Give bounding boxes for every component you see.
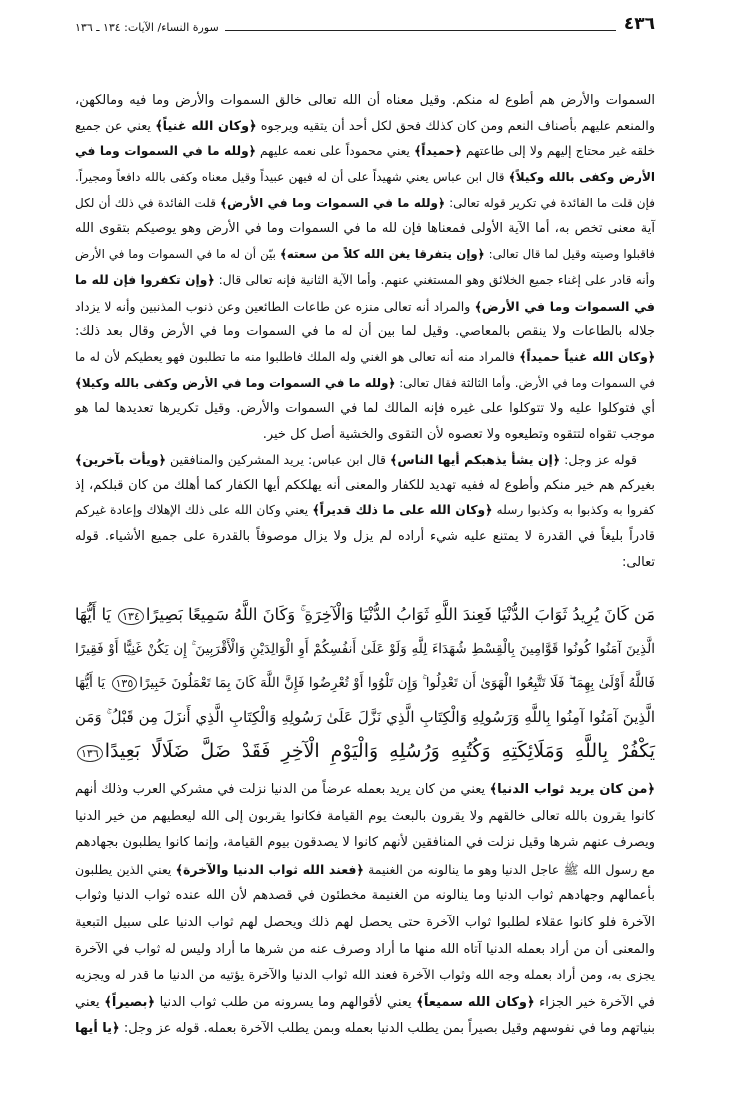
text-segment: يَكْفُرْ بِاللَّهِ وَمَلَائِكَتِهِ وَكُتُبِهِ وَرُسُلِهِ وَالْيَوْمِ الْآخِرِ فَقَدْ ضَلَّ ضَلَالًا بَعِيدًا (104, 740, 655, 762)
text-segment: قادراً بليغاً في القدرة لا يمتنع عليه شيء أراده لم يزل ولا يزال موصوفاً بالقدرة على جميع الأشياء. قوله (75, 529, 655, 545)
verse-line (75, 632, 655, 666)
text-line (75, 498, 655, 524)
text-line (75, 88, 655, 114)
commentary-paragraph-1 (75, 88, 655, 448)
text-segment: فالمراد منه أنه تعالى هو الغني وله الملك فاطلبوا منه ما تطلبون فهو يعطيكم لأن له ما (75, 349, 520, 364)
quoted-verse: ﴿وإن تكفروا فإن لله ما (75, 272, 215, 287)
text-line (75, 1016, 655, 1043)
text-segment: كانوا يقرون بالله تعالى خالقهم ولا يقرون بالبعث يوم القيامة فكانوا يقربون إلى الله ليعطيهم من خير الدنيا (75, 808, 655, 824)
quoted-verse: ﴿فعند الله ثواب الدنيا والآخرة﴾ (175, 861, 364, 877)
verse-line (75, 666, 655, 700)
text-line (75, 165, 655, 191)
text-segment: في السموات وما في الأرض. وأما الثالثة فقال تعالى: (395, 375, 655, 390)
running-header (75, 14, 655, 34)
header-rule (225, 30, 616, 31)
ayah-number: ١٣٥ (112, 675, 138, 692)
text-line (75, 242, 655, 268)
text-segment: بغيركم هم خير منكم وأطوع له ففيه تهديد للكفار والمعنى أنه يهلككم أيها الكفار كما أهلك من كان قبلكم، إذ (75, 477, 655, 493)
text-segment: فإن قلت ما الفائدة في تكرير قوله تعالى: (445, 195, 656, 210)
text-segment: جلاله بالطاعات ولا ينقص بالمعاصي. وقيل لما بين أن له ما في السموات وما في الأرض وقال بعد ذلك: (75, 324, 655, 340)
text-line (75, 294, 655, 320)
quoted-verse: ﴿من كان يريد ثواب الدنيا﴾ (489, 782, 656, 797)
quoted-verse: ﴿يا أيها (74, 1021, 120, 1037)
text-segment: الآخرة فلو كانوا عقلاء لطلبوا ثواب الآخرة حتى يحصل لهم ذلك ويحصل لهم ثواب الدنيا على سبيل التبعية (75, 914, 655, 930)
text-segment: قوله عز وجل: (560, 452, 637, 467)
text-segment: بنياتهم وما في نفوسهم وقيل بصيراً بمن يطلب الدنيا بعمله وبمن يطلب الآخرة بعمله. قوله عز وجل: (119, 1021, 655, 1037)
text-segment: أي فتوكلوا عليه ولا تتوكلوا على غيره فإنه المالك لما في السموات والأرض. وقيل تكريرها تعديدها لما هو (75, 401, 655, 417)
text-segment: يعني من كان يريد بعمله عرضاً من الدنيا نزلت في مشركي العرب وذلك أنهم (75, 782, 490, 797)
text-segment: الَّذِينَ آمَنُوا آمِنُوا بِاللَّهِ وَرَسُولِهِ وَالْكِتَابِ الَّذِي نَزَّلَ عَلَىٰ رَسُولِهِ وَالْكِتَابِ الَّذِي أَنزَلَ مِن قَبْلُ ۚ وَمَن (75, 708, 655, 726)
quoted-verse: ﴿ولله ما في السموات وما في الأرض﴾ (220, 195, 446, 210)
text-segment: يعني وكان الله على ذلك الإهلاك وإعادة غيركم (75, 503, 313, 518)
quran-verses (75, 598, 655, 768)
text-line (75, 857, 655, 884)
text-line (75, 524, 655, 550)
text-line (75, 191, 655, 217)
text-segment: يَا أَيُّهَا (75, 675, 110, 691)
text-line (75, 804, 655, 831)
text-segment: يعني محموداً على نعمه عليهم (255, 144, 415, 159)
text-line (75, 139, 655, 165)
text-segment: بأعمالهم وجهادهم ثواب الدنيا وما ينالونه من الغنيمة مخطئون في قصدهم لأن الله عنده ثواب الدنيا وثواب (75, 888, 655, 904)
text-segment: يعني لأقوالهم وما يسرونه من طلب ثواب الدنيا (155, 994, 417, 1010)
text-line (75, 883, 655, 910)
text-segment: الَّذِينَ آمَنُوا كُونُوا قَوَّامِينَ بِالْقِسْطِ شُهَدَاءَ لِلَّهِ وَلَوْ عَلَىٰ أَنفُسِكُمْ أَوِ الْوَالِدَيْنِ وَالْأَقْرَبِينَ ۚ إِن يَكُنْ غَنِيًّا أَوْ فَقِيرًا (75, 641, 655, 657)
text-segment: يجزى به، ومن أراد بعمله وجه الله وثواب الآخرة فعند الله ثواب الدنيا والآخرة يؤتيه من الدنيا ما قدر له ويجزيه (75, 968, 655, 984)
commentary-paragraph-2 (75, 447, 655, 575)
ayah-number: ١٣٦ (77, 745, 103, 762)
text-line (75, 345, 655, 371)
text-segment: فَاللَّهُ أَوْلَىٰ بِهِمَا ۖ فَلَا تَتَّبِعُوا الْهَوَىٰ أَن تَعْدِلُوا ۚ وَإِن تَلْوُوا أَوْ تُعْرِضُوا فَإِنَّ اللَّهَ كَانَ بِمَا تَعْمَلُونَ خَبِيرًا (139, 675, 655, 691)
text-segment: والمعنى أن من أراد بعمله الدنيا آتاه الله منها ما أراد وصرف عنه من شرها ما أراد وليس له ثواب في الآخرة (75, 941, 655, 957)
text-line (75, 910, 655, 937)
text-segment: قلت الفائدة في ذلك أن لكل (75, 195, 221, 210)
page-number: ٤٣٦ (623, 14, 655, 34)
text-line (75, 422, 655, 448)
text-line (75, 396, 655, 422)
text-segment: مَن كَانَ يُرِيدُ ثَوَابَ الدُّنْيَا فَعِندَ اللَّهِ ثَوَابُ الدُّنْيَا وَالْآخِرَةِ ۚ وَكَانَ اللَّهُ سَمِيعًا بَصِيرًا (145, 605, 655, 624)
quoted-verse: ﴿وكان الله سميعاً﴾ (416, 994, 535, 1010)
text-segment: موجب تقواه لتتقوه وتطيعوه ولا تعصوه لأن التقوى والخشية أصل كل خير. (262, 426, 655, 442)
text-segment: وأنه قادر على إغناء جميع الخلائق وهو المستغني عنهم. وأما الآية الثانية فإنه تعالى قال: (214, 272, 655, 287)
text-segment: السموات والأرض هم أطوع له منكم. وقيل معناه أن الله تعالى خالق السموات والأرض وما فيه ومالكهن، (75, 93, 655, 108)
text-line (75, 473, 655, 499)
text-segment: مع رسول الله ﷺ عاجل الدنيا وهو ما ينالونه من الغنيمة (363, 861, 655, 877)
text-line (75, 777, 655, 804)
text-segment: ويصرف عنهم شرها وقيل نزلت في المنافقين لأنهم كانوا لا يصدقون بيوم القيامة، وإنما كانوا يطلبون بجهادهم (75, 835, 655, 851)
quoted-verse: الأرض وكفى بالله وكيلاً﴾ (508, 170, 655, 185)
text-line (75, 447, 655, 473)
text-segment: تعالى: (621, 554, 655, 570)
text-segment: خلقه غير محتاج إليهم ولا إلى طاعتهم (461, 144, 656, 159)
text-line (75, 371, 655, 397)
commentary-paragraph-3 (75, 777, 655, 1043)
quoted-verse: ﴿وكان الله غنياً حميداً﴾ (519, 349, 655, 364)
quoted-verse: ﴿ولله ما في السموات وما في (75, 144, 256, 159)
text-segment: والمنعم عليهم بأصناف النعم ومن كان كذلك فحق لكل أحد أن يتقيه ويرجوه (256, 118, 655, 134)
text-line (75, 268, 655, 294)
quoted-verse: ﴿حميداً﴾ (414, 144, 462, 159)
text-segment: والمراد أنه تعالى منزه عن طاعات الطائعين وعن ذنوب المذنبين وأنه لا يزداد (75, 298, 475, 314)
quoted-verse: ﴿وكان الله على ما ذلك قديراً﴾ (312, 503, 493, 518)
quoted-verse: في السموات وما في الأرض﴾ (474, 298, 655, 314)
text-line (75, 114, 655, 140)
text-segment: آية معنى تخص به، أما الآية الأولى فمعناها فإن لله ما في السموات وما في الأرض وهو يوصيكم بتقوى الله (75, 221, 655, 237)
text-segment: قال ابن عباس يعني شهيداً على أن له فيهن عبيداً وقيل معناه وكفى بالله دافعاً ومجيراً. (75, 170, 509, 185)
text-segment: يعني عن جميع (75, 118, 156, 134)
text-segment: فاقبلوا وصيته وقيل لما قال تعالى: (484, 247, 656, 262)
text-segment: يعني الذين يطلبون (75, 861, 176, 877)
verse-line (75, 700, 655, 734)
ayah-number: ١٣٤ (118, 608, 144, 625)
quoted-verse: ﴿ولله ما في السموات وما في الأرض وكفى بالله وكيلا﴾ (75, 375, 396, 390)
text-line (75, 550, 655, 576)
text-segment: في الآخرة خير الجزاء (534, 994, 656, 1010)
text-segment: كفروا به وكذبوا به وكذبوا رسله (492, 503, 655, 518)
quoted-verse: ﴿وإن يتفرقا يغن الله كلاً من سعته﴾ (279, 247, 485, 262)
text-line (75, 963, 655, 990)
text-line (75, 319, 655, 345)
quoted-verse: ﴿بصيراً﴾ (104, 994, 156, 1010)
text-segment: بيّن أن له ما في السموات وما في الأرض (75, 247, 280, 262)
text-line (75, 937, 655, 964)
quoted-verse: ﴿إن يشأ يذهبكم أيها الناس﴾ (390, 452, 561, 467)
text-line (75, 216, 655, 242)
text-line (75, 990, 655, 1017)
text-segment: يَا أَيُّهَا (74, 605, 117, 624)
text-segment: يعني (75, 994, 105, 1010)
text-segment: قال ابن عباس: يريد المشركين والمنافقين (165, 452, 390, 467)
verse-line (75, 734, 655, 768)
quoted-verse: ﴿ويأت بآخرين﴾ (75, 452, 166, 467)
verse-line (75, 598, 655, 632)
header-title: سورة النساء/ الآيات: ١٣٤ ـ ١٣٦ (75, 21, 219, 34)
text-line (75, 830, 655, 857)
quoted-verse: ﴿وكان الله غنياً﴾ (155, 118, 257, 134)
